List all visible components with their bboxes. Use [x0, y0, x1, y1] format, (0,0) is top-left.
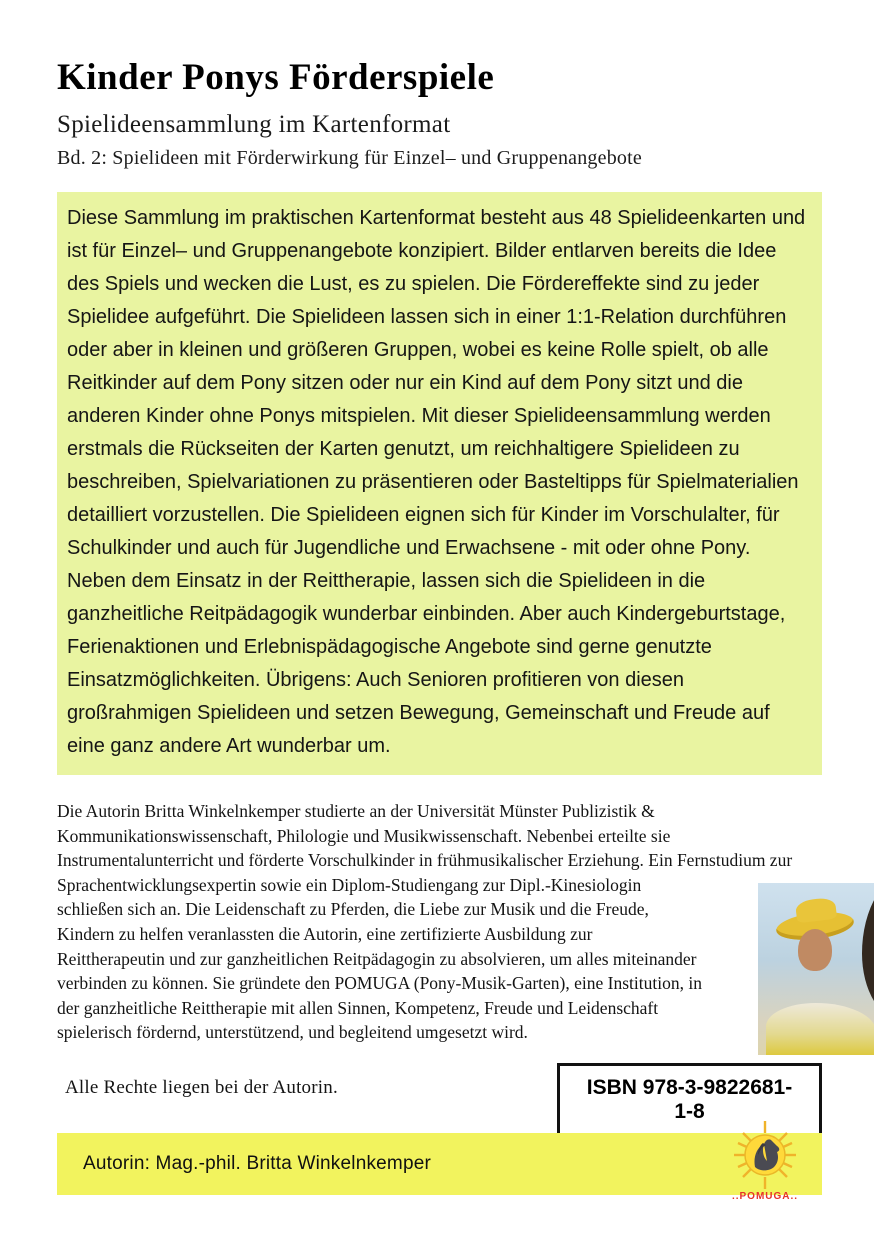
- isbn-box: ISBN 978-3-9822681-1-8: [557, 1063, 822, 1137]
- footer-author-line: Autorin: Mag.-phil. Britta Winkelnkemper: [83, 1152, 432, 1174]
- author-face: [798, 929, 832, 971]
- author-photo: [758, 883, 874, 1055]
- author-torso: [766, 1003, 874, 1055]
- page-title: Kinder Ponys Förderspiele: [57, 57, 495, 98]
- logo-caption: ..POMUGA..: [731, 1190, 799, 1202]
- book-back-cover: [57, 0, 822, 1240]
- footer-bar: [57, 1133, 822, 1202]
- page-subtitle: Spielideensammlung im Kartenformat: [57, 111, 451, 138]
- author-bio-text: [57, 799, 822, 1045]
- edition-line: Bd. 2: Spielideen mit Förderwirkung für Einzel– und Gruppenangebote: [57, 147, 642, 169]
- rights-and-isbn-row: [57, 1061, 822, 1123]
- pomuga-logo: [722, 1119, 808, 1207]
- author-section: [57, 799, 874, 1045]
- horse-silhouette: [862, 883, 874, 1021]
- description-block: Diese Sammlung im praktischen Kartenformat besteht aus 48 Spielideenkarten und ist für Einzel– und Gruppenangebote konzipiert. Bilder entlarven bereits die Idee des Spiels und wecken die Lust, es zu spielen. Die Fördereffekte sind zu jeder Spielidee aufgeführt. Die Spielideen lassen sich in einer 1:1-Relation durchführen oder aber in kleinen und größeren Gruppen, wobei es keine Rolle spielt, ob alle Reitkinder auf dem Pony sitzen oder nur ein Kind auf dem Pony sitzt und die anderen Kinder ohne Ponys mitspielen. Mit dieser Spielideensammlung werden erstmals die Rückseiten der Karten genutzt, um reichhaltigere Spielideen zu beschreiben, Spielvariationen zu präsentieren oder Basteltipps für Spielmaterialien detailliert vorzustellen. Die Spielideen eignen sich für Kinder im Vorschulalter, für Schulkinder und auch für Jugendliche und Erwachsene - mit oder ohne Pony. Neben dem Einsatz in der Reittherapie, lassen sich die Spielideen in die ganzheitliche Reitpädagogik wunderbar einbinden. Aber auch Kindergeburtstage, Ferienaktionen und Erlebnispädagogische Angebote sind gerne genutzte Einsatzmöglichkeiten. Übrigens: Auch Senioren profitieren von diesen großrahmigen Spielideen und setzen Bewegung, Gemeinschaft und Freude auf eine ganz andere Art wunderbar um.: [57, 192, 822, 775]
- rights-line: Alle Rechte liegen bei der Autorin.: [65, 1076, 338, 1098]
- author-bio-paragraph: Die Autorin Britta Winkelnkemper studierte an der Universität Münster Publizistik & Kommunikationswissenschaft, Philologie und Musikwissenschaft. Nebenbei erteilte sie Instrumentalunterricht und förderte Vorschulkinder in frühmusikalischer Erziehung. Ein Fernstudium zur Sprachentwicklungsexpertin sowie ein Diplom-Studiengang zur Dipl.-Kinesiologin schließen sich an. Die Leidenschaft zu Pferden, die Liebe zur Musik und die Freude, Kindern zu helfen veranlassten die Autorin, eine zertifizierte Ausbildung zur Reittherapeutin und zur ganzheitlichen Reitpädagogin zu absolvieren, um alles miteinander verbinden zu können. Sie gründete den POMUGA (Pony-Musik-Garten), eine Institution, in der ganzheitliche Reittherapie mit allen Sinnen, Kompetenz, Freude und Leidenschaft spielerisch fördernd, unterstützend, und begleitend umgesetzt wird.: [57, 801, 793, 1043]
